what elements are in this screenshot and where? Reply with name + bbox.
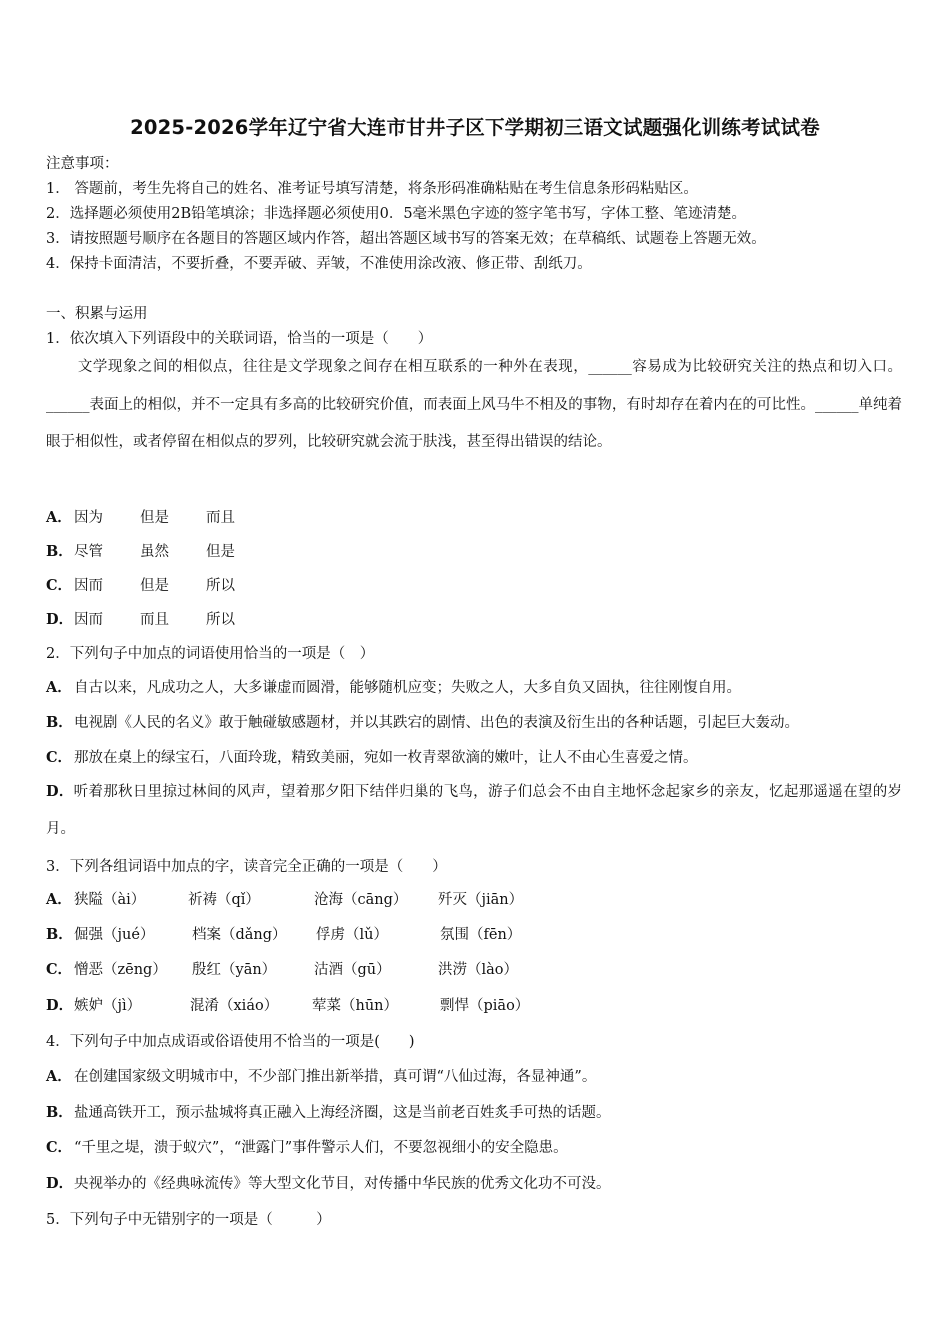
question-5-stem: 5．下列句子中无错别字的一项是（ ） xyxy=(46,1212,331,1228)
option-word: 但是 xyxy=(140,578,169,594)
option-label: C． xyxy=(46,1139,73,1156)
option-label: D． xyxy=(46,611,74,628)
question-1-option-a xyxy=(46,506,235,527)
page-title: 2025-2026学年辽宁省大连市甘井子区下学期初三语文试题强化训练考试试卷 xyxy=(130,116,820,139)
option-label: A． xyxy=(46,1068,72,1085)
question-2-option-d xyxy=(46,773,902,848)
question-4-option-b xyxy=(46,1101,611,1122)
option-text: 电视剧《人民的名义》敢于触碰敏感题材，并以其跌宕的剧情、出色的表演及衍生出的各种话题，引起巨大轰动。 xyxy=(74,715,799,731)
option-label: B． xyxy=(46,714,73,731)
option-label: D． xyxy=(46,1175,74,1192)
option-text: 央视举办的《经典咏流传》等大型文化节目，对传播中华民族的优秀文化功不可没。 xyxy=(74,1176,611,1192)
option-word: 沧海（cāng） xyxy=(314,892,408,908)
option-label: B． xyxy=(46,1104,73,1121)
question-4-stem: 4．下列句子中加点成语或俗语使用不恰当的一项是( ) xyxy=(46,1034,415,1050)
question-4-option-a xyxy=(46,1065,596,1086)
question-3-option-a xyxy=(46,888,523,909)
question-2-stem: 2．下列句子中加点的词语使用恰当的一项是（ ） xyxy=(46,646,375,662)
question-2-option-a xyxy=(46,676,741,697)
question-4-option-d xyxy=(46,1172,611,1193)
option-word: 氛围（fēn） xyxy=(440,927,522,943)
question-2-option-c xyxy=(46,746,698,767)
notice-item: 1． 答题前，考生先将自己的姓名、准考证号填写清楚，将条形码准确粘贴在考生信息条形码粘贴区。 xyxy=(46,181,698,197)
option-word: 憎恶（zēng） xyxy=(74,962,167,978)
question-1-passage: 文学现象之间的相似点，往往是文学现象之间存在相互联系的一种外在表现，______容易成为比较研究关注的热点和切入口。______表面上的相似，并不一定具有多高的比较研究价值，而表面上风马牛不相及的事物，有时却存在着内在的可比性。______单纯着眼于相似性，或者停留在相似点的罗列，比较研究就会流于肤浅，甚至得出错误的结论。 xyxy=(46,359,902,450)
option-text: 在创建国家级文明城市中，不少部门推出新举措，真可谓“八仙过海，各显神通”。 xyxy=(74,1069,597,1085)
option-word: 因而 xyxy=(74,612,103,628)
question-3-option-d xyxy=(46,994,529,1015)
option-word: 档案（dǎng） xyxy=(192,927,287,943)
option-word: 因为 xyxy=(74,510,103,526)
option-word: 荤菜（hūn） xyxy=(312,998,399,1014)
option-word: 所以 xyxy=(206,612,235,628)
option-text: 盐通高铁开工，预示盐城将真正融入上海经济圈，这是当前老百姓炙手可热的话题。 xyxy=(74,1105,611,1121)
question-3-option-b xyxy=(46,923,521,944)
option-word: 因而 xyxy=(74,578,103,594)
option-label: A． xyxy=(46,679,72,696)
option-word: 洪涝（lào） xyxy=(438,962,519,978)
option-word: 但是 xyxy=(206,544,235,560)
option-label: C． xyxy=(46,961,73,978)
question-4-option-c xyxy=(46,1136,568,1157)
question-1-stem: 1．依次填入下列语段中的关联词语，恰当的一项是（ ） xyxy=(46,331,433,347)
option-label: A． xyxy=(46,891,72,908)
option-word: 沽酒（gū） xyxy=(314,962,391,978)
option-word: 但是 xyxy=(140,510,169,526)
option-word: 虽然 xyxy=(140,544,169,560)
option-word: 祈祷（qǐ） xyxy=(188,892,260,908)
option-label: D． xyxy=(46,783,74,800)
option-label: C． xyxy=(46,577,73,594)
section-heading: 一、积累与运用 xyxy=(46,306,148,322)
option-label: B． xyxy=(46,543,73,560)
option-text: “千里之堤，溃于蚁穴”，“泄露门”事件警示人们，不要忽视细小的安全隐患。 xyxy=(74,1140,568,1156)
option-word: 剽悍（piāo） xyxy=(440,998,530,1014)
question-2-option-b xyxy=(46,711,799,732)
question-3-stem: 3．下列各组词语中加点的字，读音完全正确的一项是（ ） xyxy=(46,859,447,875)
option-label: A． xyxy=(46,509,72,526)
option-word: 倔强（jué） xyxy=(74,927,155,943)
option-label: D． xyxy=(46,997,74,1014)
option-word: 混淆（xiáo） xyxy=(190,998,279,1014)
option-word: 狭隘（ài） xyxy=(74,892,146,908)
option-text: 那放在桌上的绿宝石，八面玲珑，精致美丽，宛如一枚青翠欲滴的嫩叶，让人不由心生喜爱之情。 xyxy=(74,750,698,766)
question-1-option-b xyxy=(46,540,235,561)
option-word: 所以 xyxy=(206,578,235,594)
question-1-option-c xyxy=(46,574,235,595)
option-label: C． xyxy=(46,749,73,766)
option-word: 而且 xyxy=(206,510,235,526)
option-word: 俘虏（lǔ） xyxy=(316,927,388,943)
notice-item: 3．请按照题号顺序在各题目的答题区域内作答，超出答题区域书写的答案无效；在草稿纸、试题卷上答题无效。 xyxy=(46,231,766,247)
option-word: 而且 xyxy=(140,612,169,628)
option-word: 尽管 xyxy=(74,544,103,560)
notice-item: 2．选择题必须使用2B铅笔填涂；非选择题必须使用0．5毫米黑色字迹的签字笔书写，字体工整、笔迹清楚。 xyxy=(46,206,747,222)
question-1-option-d xyxy=(46,608,235,629)
option-word: 嫉妒（jì） xyxy=(74,998,142,1014)
option-label: B． xyxy=(46,926,73,943)
option-text: 自古以来，凡成功之人，大多谦虚而圆滑，能够随机应变；失败之人，大多自负又固执，往往刚愎自用。 xyxy=(74,680,741,696)
notice-heading: 注意事项： xyxy=(46,156,119,172)
option-word: 殷红（yān） xyxy=(192,962,277,978)
notice-item: 4．保持卡面清洁，不要折叠，不要弄破、弄皱，不准使用涂改液、修正带、刮纸刀。 xyxy=(46,256,592,272)
question-3-option-c xyxy=(46,958,518,979)
option-word: 歼灭（jiān） xyxy=(438,892,524,908)
option-text: 听着那秋日里掠过林间的风声，望着那夕阳下结伴归巢的飞鸟，游子们总会不由自主地怀念起家乡的亲友，忆起那遥遥在望的岁月。 xyxy=(46,784,902,837)
